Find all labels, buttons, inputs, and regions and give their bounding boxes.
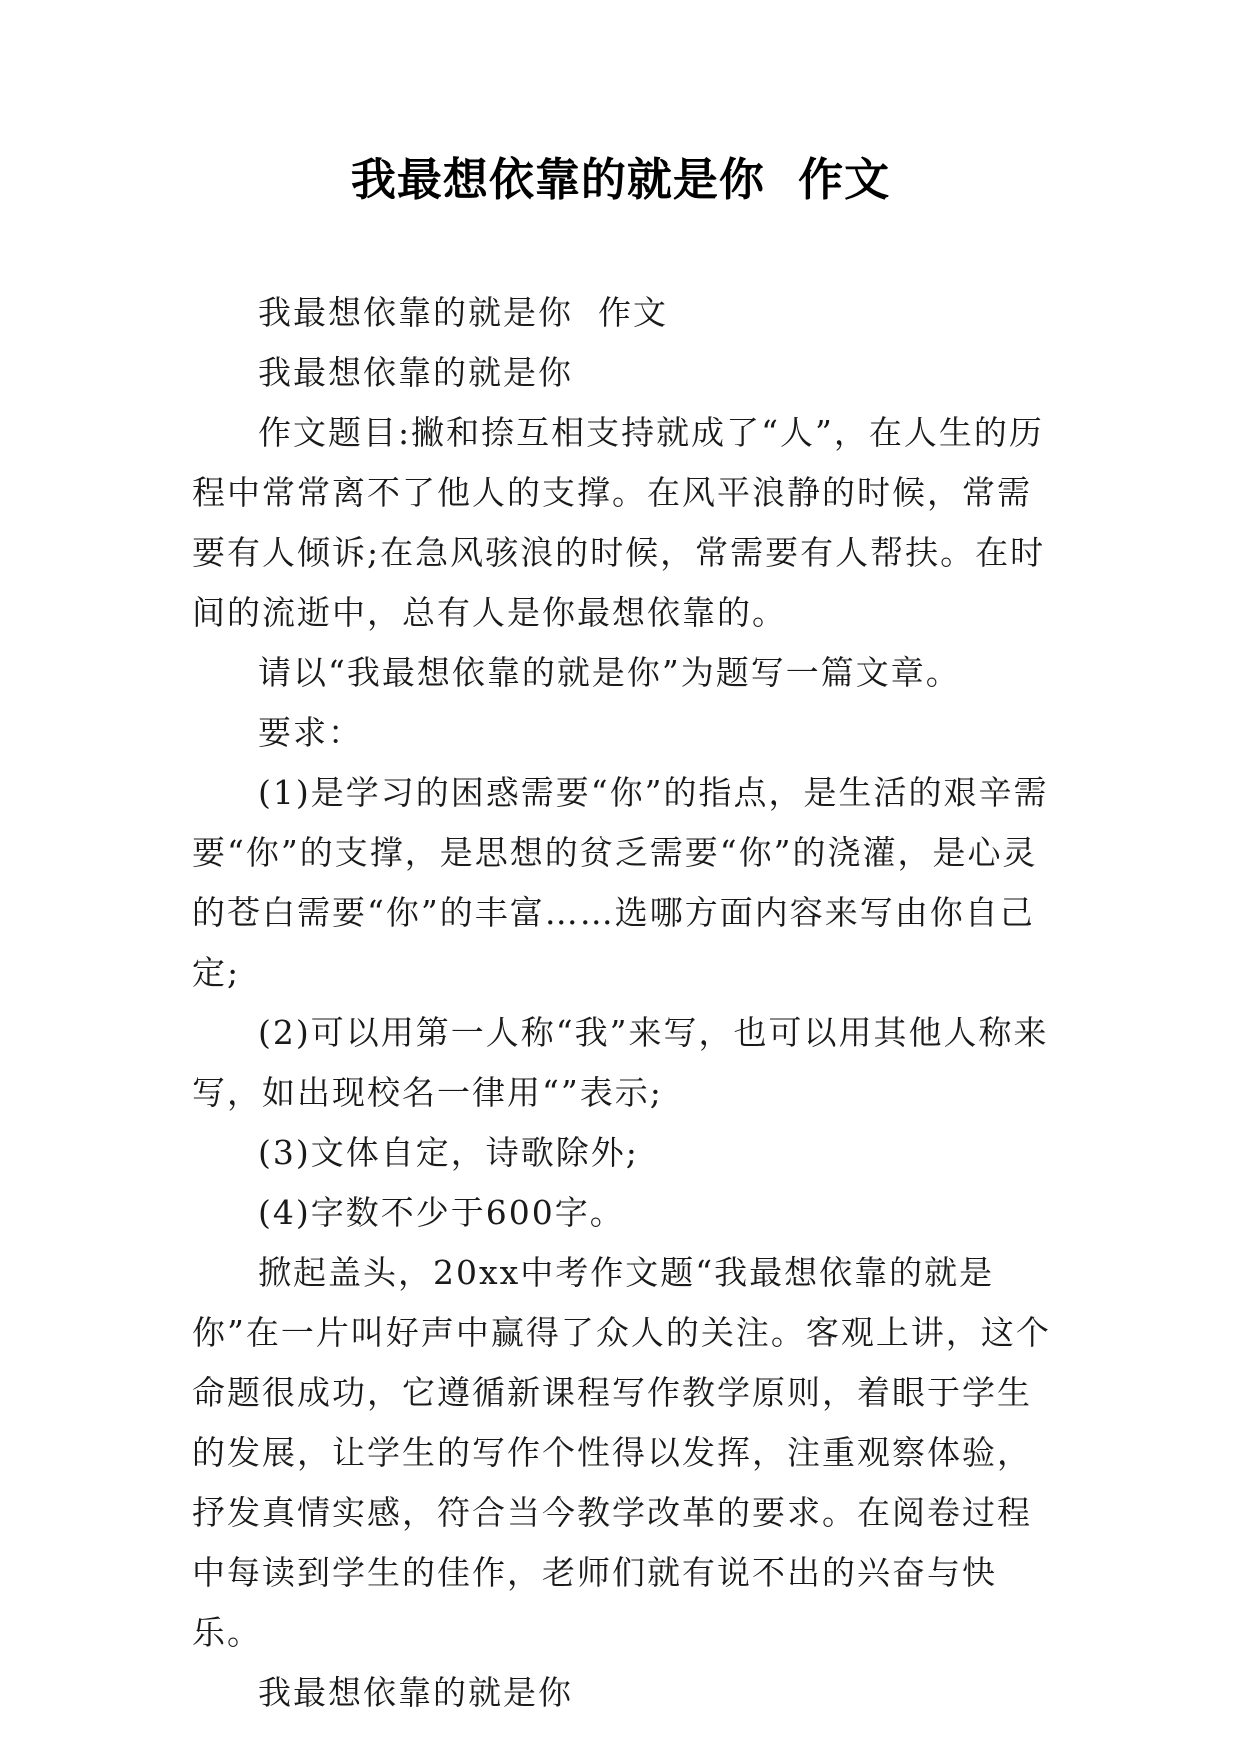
document-title: 我最想依靠的就是你 作文 [350, 153, 891, 206]
paragraph-commentary: 掀起盖头，20xx中考作文题“我最想依靠的就是你”在一片叫好声中赢得了众人的关注。客观上讲，这个命题很成功，它遵循新课程写作教学原则，着眼于学生的发展，让学生的写作个性得以发挥，注重观察体验，抒发真情实感，符合当今教学改革的要求。在阅卷过程中每读到学生的佳作，老师们就有说不出的兴奋与快乐。 [192, 1253, 1051, 1652]
paragraph-heading-repeat: 我最想依靠的就是你 作文 [258, 293, 668, 332]
paragraph-requirement-3: (3)文体自定，诗歌除外; [258, 1133, 639, 1172]
paragraph-subtitle: 我最想依靠的就是你 [258, 353, 573, 392]
paragraph-essay-title: 我最想依靠的就是你 [258, 1673, 573, 1712]
paragraph-requirements-label: 要求： [258, 713, 363, 752]
paragraph-prompt: 作文题目:撇和捺互相支持就成了“人”，在人生的历程中常常离不了他人的支撑。在风平浪静的时候，常需要有人倾诉;在急风骇浪的时候，常需要有人帮扶。在时间的流逝中，总有人是你最想依靠的。 [192, 413, 1046, 632]
paragraph-requirement-2: (2)可以用第一人称“我”来写，也可以用其他人称来写，如出现校名一律用“”表示; [192, 1013, 1049, 1112]
paragraph-requirement-4: (4)字数不少于600字。 [258, 1193, 625, 1232]
document-body [192, 283, 1062, 1723]
paragraph-instruction: 请以“我最想依靠的就是你”为题写一篇文章。 [258, 653, 961, 692]
paragraph-requirement-1: (1)是学习的困惑需要“你”的指点，是生活的艰辛需要“你”的支撑，是思想的贫乏需要“你”的浇灌，是心灵的苍白需要“你”的丰富……选哪方面内容来写由你自己定; [192, 773, 1049, 992]
